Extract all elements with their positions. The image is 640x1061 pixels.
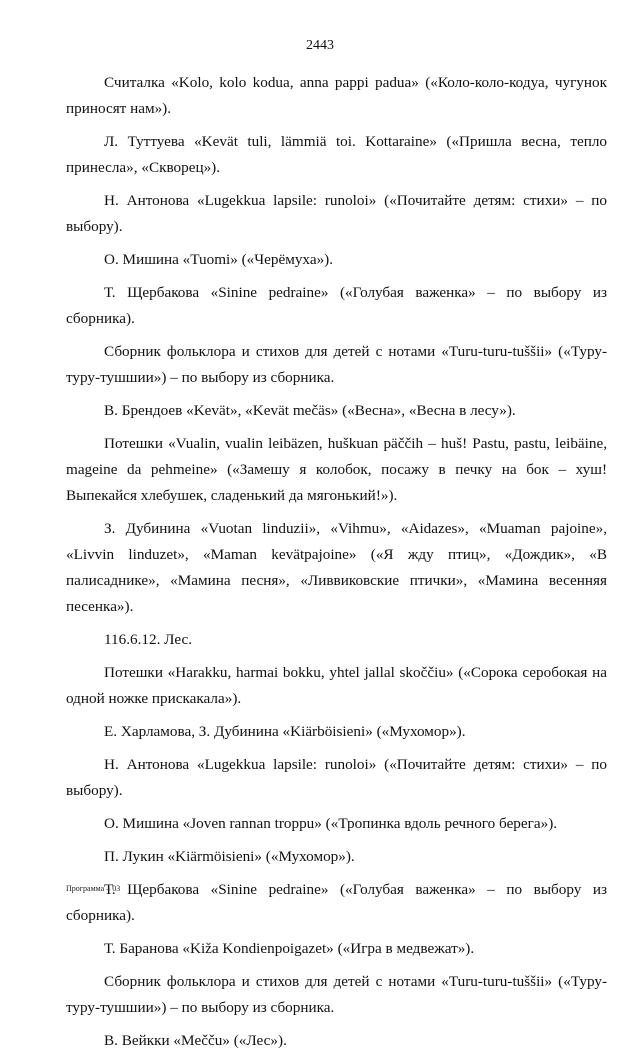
page-number: 2443 xyxy=(306,38,334,53)
paragraph-mishina-2: О. Мишина «Joven rannan troppu» («Тропинка вдоль речного берега»). xyxy=(104,815,558,832)
paragraph-nursery-rhyme-1: Потешки «Vualin, vualin leibäzen, huškuan päččih – huš! Pastu, pastu, leibäine, mageine da pehmeine» («Замешу я колобок, посажу в печку на бок – хуш! Выпекайся хлебушек, сладенький да мягонький!»). xyxy=(66,435,607,504)
paragraph-tuttueva: Л. Туттуева «Kevät tuli, lämmiä toi. Kottaraine» («Пришла весна, тепло принесла», «Скворец»). xyxy=(66,133,607,176)
paragraph-kharlamova: Е. Харламова, З. Дубинина «Kiärböisieni» («Мухомор»). xyxy=(104,723,466,740)
paragraph-collection-1: Сборник фольклора и стихов для детей с нотами «Turu-turu-tuššii» («Туру-туру-тушшии») – по выбору из сборника. xyxy=(66,343,607,386)
paragraph-veikki: В. Вейкки «Mečču» («Лес»). xyxy=(104,1032,287,1049)
paragraph-nursery-rhyme-2: Потешки «Harakku, harmai bokku, yhtel jallal skoččiu» («Сорока серобокая на одной ножке прискакала»). xyxy=(66,664,607,707)
paragraph-antonova-1: Н. Антонова «Lugekkua lapsile: runoloi» («Почитайте детям: стихи» – по выбору). xyxy=(66,192,607,235)
paragraph-shcherbakova-1: Т. Щербакова «Sinine pedraine» («Голубая важенка» – по выбору из сборника). xyxy=(66,284,607,327)
paragraph-lukin: П. Лукин «Kiärmöisieni» («Мухомор»). xyxy=(104,848,355,865)
paragraph-mishina-1: О. Мишина «Tuomi» («Черёмуха»). xyxy=(104,251,334,268)
paragraph-dubinina: З. Дубинина «Vuotan linduzii», «Vihmu», «Aidazes», «Muaman pajoine», «Livvin linduzet», «Maman kevätpajoine» («Я жду птиц», «Дождик», «В палисаднике», «Мамина песня», «Ливвиковские птички», «Мамина весенняя песенка»). xyxy=(66,520,607,615)
paragraph-collection-2: Сборник фольклора и стихов для детей с нотами «Turu-turu-tuššii» («Туру-туру-тушшии») – по выбору из сборника. xyxy=(66,973,607,1016)
paragraph-baranova: Т. Баранова «Kiža Kondienpoigazet» («Игра в медвежат»). xyxy=(104,940,475,957)
paragraph-brendoev: В. Брендоев «Kevät», «Kevät mečäs» («Весна», «Весна в лесу»). xyxy=(104,402,516,419)
document-body xyxy=(66,70,607,1061)
paragraph-antonova-2: Н. Антонова «Lugekkua lapsile: runoloi» («Почитайте детям: стихи» – по выбору). xyxy=(66,756,607,799)
page-footer: Программа – 03 xyxy=(66,884,121,893)
paragraph-shcherbakova-2: Т. Щербакова «Sinine pedraine» («Голубая важенка» – по выбору из сборника). xyxy=(66,881,607,924)
paragraph-counting-rhyme: Считалка «Kolo, kolo kodua, anna pappi padua» («Коло-коло-кодуа, чугунок приносят нам»). xyxy=(66,74,607,117)
section-heading-forest: 116.6.12. Лес. xyxy=(104,631,193,648)
